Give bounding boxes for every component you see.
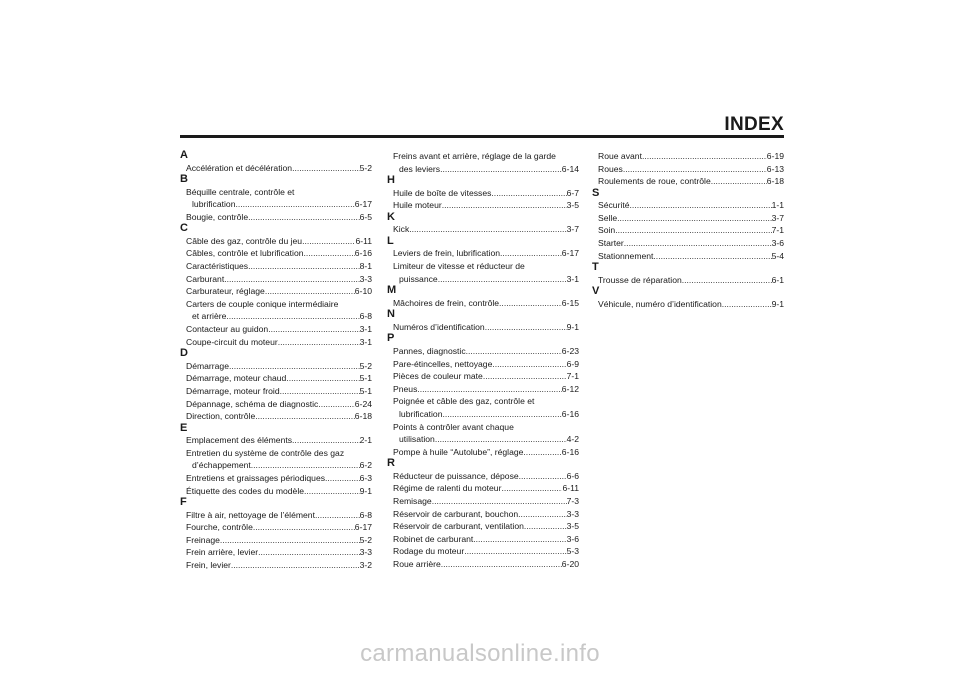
index-entry-text: d’échappement	[192, 460, 251, 471]
index-entry[interactable]	[180, 360, 372, 373]
index-entry-page: 6-9	[566, 358, 579, 369]
index-entry-page: 3-1	[359, 336, 372, 347]
index-entry[interactable]	[180, 186, 372, 211]
index-entry[interactable]	[387, 370, 579, 383]
index-entry[interactable]	[180, 162, 372, 175]
index-entry-page: 7-1	[566, 371, 579, 382]
index-letter-h: H	[387, 174, 395, 187]
index-entry-page: 3-6	[771, 238, 784, 249]
dot-leader	[440, 163, 562, 176]
index-entry[interactable]	[387, 520, 579, 533]
index-entry[interactable]	[180, 546, 372, 559]
index-entry[interactable]	[592, 237, 784, 250]
index-entry-text: lubrification	[399, 408, 443, 419]
dot-leader	[255, 410, 355, 423]
index-letter-p: P	[387, 332, 395, 345]
dot-leader	[235, 198, 354, 211]
index-entry-text: Bougie, contrôle	[186, 211, 249, 222]
dot-leader	[624, 237, 772, 250]
dot-leader	[304, 485, 360, 498]
index-entry-text: Contacteur au guidon	[186, 324, 269, 335]
index-entry-page: 6-20	[561, 558, 579, 569]
index-entry-text: Frein arrière, levier	[186, 547, 259, 558]
index-entry-text: Direction, contrôle	[186, 411, 256, 422]
index-letter-d: D	[180, 347, 188, 360]
index-entry-text: Remisage	[393, 495, 432, 506]
index-entry-lead: Points à contrôler avant chaque	[393, 421, 514, 432]
index-entry-text: Huile de boîte de vitesses	[393, 187, 492, 198]
dot-leader	[711, 175, 767, 188]
index-entry-page: 5-4	[771, 250, 784, 261]
index-entry-lead: Béquille centrale, contrôle et	[186, 186, 295, 197]
dot-leader	[483, 370, 567, 383]
dot-leader	[524, 520, 567, 533]
dot-leader	[248, 211, 359, 224]
index-entry[interactable]	[592, 163, 784, 176]
index-entry-text: Roue avant	[598, 151, 642, 161]
dot-leader	[292, 162, 360, 175]
index-entry-page: 3-3	[566, 508, 579, 519]
index-entry[interactable]	[387, 260, 579, 285]
index-entry-page: 5-1	[359, 385, 372, 396]
dot-leader	[229, 360, 360, 373]
dot-leader	[248, 260, 359, 273]
index-letter-s: S	[592, 186, 600, 199]
index-entry-text: utilisation	[399, 434, 435, 445]
index-entry-page: 5-3	[566, 546, 579, 557]
index-entry[interactable]	[592, 212, 784, 225]
index-column-2	[387, 150, 579, 571]
index-entry-text: Rodage du moteur	[393, 546, 465, 557]
index-entry[interactable]	[592, 175, 784, 188]
dot-leader	[315, 509, 360, 522]
page-title: INDEX	[724, 114, 784, 135]
index-entry[interactable]	[592, 298, 784, 311]
index-entry-page: 6-10	[354, 286, 372, 297]
index-entry-text: Pannes, diagnostic	[393, 345, 466, 356]
index-entry-text: Réservoir de carburant, bouchon	[393, 508, 519, 519]
dot-leader	[417, 383, 561, 396]
index-entry[interactable]	[387, 345, 579, 358]
index-entry-page: 6-8	[359, 509, 372, 520]
index-letter-e: E	[180, 421, 188, 434]
index-letter-c: C	[180, 222, 188, 235]
index-entry[interactable]	[180, 398, 372, 411]
index-entry[interactable]	[180, 336, 372, 349]
index-entry-text: Régime de ralenti du moteur	[393, 483, 502, 494]
dot-leader	[318, 398, 354, 411]
index-entry[interactable]	[387, 223, 579, 236]
index-entry[interactable]	[180, 273, 372, 286]
index-entry-page: 6-23	[561, 345, 579, 356]
dot-leader	[286, 372, 359, 385]
index-letter-f: F	[180, 496, 187, 509]
index-entry-page: 3-3	[359, 273, 372, 284]
index-entry-text: Pneus	[393, 383, 418, 394]
index-entry-page: 6-18	[766, 176, 784, 187]
index-entry[interactable]	[180, 472, 372, 485]
index-entry-text: Câble des gaz, contrôle du jeu	[186, 235, 303, 246]
index-entry-text: Numéros d’identification	[393, 321, 485, 332]
index-entry[interactable]	[387, 495, 579, 508]
index-entry-text: puissance	[399, 273, 438, 284]
dot-leader	[492, 358, 566, 371]
index-entry-page: 2-1	[359, 435, 372, 446]
index-entry-text: Trousse de réparation	[598, 274, 682, 285]
index-entry[interactable]	[387, 533, 579, 546]
index-entry[interactable]	[180, 211, 372, 224]
index-entry-page: 6-19	[766, 151, 784, 161]
index-entry[interactable]	[180, 247, 372, 260]
dot-leader	[464, 545, 566, 558]
index-entry-page: 6-3	[359, 472, 372, 483]
index-entry-text: Pare-étincelles, nettoyage	[393, 358, 493, 369]
index-entry[interactable]	[387, 150, 579, 175]
dot-leader	[485, 321, 567, 334]
index-entry-text: Pompe à huile “Autolube”, réglage	[393, 446, 524, 457]
index-entry[interactable]	[180, 521, 372, 534]
dot-leader	[226, 310, 359, 323]
dot-leader	[258, 546, 359, 559]
dot-leader	[491, 187, 566, 200]
index-entry-page: 6-12	[561, 383, 579, 394]
index-entry-page: 3-7	[771, 212, 784, 223]
index-letter-k: K	[387, 210, 395, 223]
index-entry-text: Leviers de frein, lubrification	[393, 248, 500, 259]
index-entry[interactable]	[592, 150, 784, 163]
index-entry[interactable]	[180, 298, 372, 323]
index-entry-page: 6-17	[561, 248, 579, 259]
index-entry-text: Fourche, contrôle	[186, 522, 253, 533]
index-letter-n: N	[387, 308, 395, 321]
dot-leader	[302, 235, 355, 248]
index-entry-page: 3-7	[566, 224, 579, 235]
index-letter-r: R	[387, 457, 395, 470]
dot-leader	[409, 223, 566, 236]
index-entry-text: lubrification	[192, 199, 236, 210]
index-entry-text: Roulements de roue, contrôle	[598, 176, 711, 187]
index-entry-lead: Freins avant et arrière, réglage de la garde	[393, 151, 556, 161]
index-entry-page: 5-2	[359, 162, 372, 173]
index-entry-text: Soin	[598, 225, 616, 236]
index-entry[interactable]	[180, 485, 372, 498]
index-entry-text: Câbles, contrôle et lubrification	[186, 248, 304, 259]
dot-leader	[722, 298, 772, 311]
index-entry[interactable]	[180, 509, 372, 522]
index-entry[interactable]	[592, 250, 784, 263]
index-entry-text: Roue arrière	[393, 558, 441, 569]
title-rule	[180, 135, 784, 138]
index-entry-page: 6-14	[561, 163, 579, 174]
index-entry-page: 6-1	[771, 274, 784, 285]
index-entry-text: Selle	[598, 212, 618, 223]
index-entry-text: Réducteur de puissance, dépose	[393, 470, 519, 481]
index-entry[interactable]	[180, 434, 372, 447]
index-entry[interactable]	[387, 558, 579, 571]
index-entry-lead: Entretien du système de contrôle des gaz	[186, 447, 345, 458]
index-entry-page: 5-1	[359, 373, 372, 384]
index-entry[interactable]	[387, 470, 579, 483]
dot-leader	[519, 470, 567, 483]
index-entry[interactable]	[387, 199, 579, 212]
index-entry-text: Starter	[598, 238, 624, 249]
index-entry-page: 6-8	[359, 311, 372, 322]
index-entry-page: 3-3	[359, 547, 372, 558]
index-entry-page: 3-5	[566, 521, 579, 532]
dot-leader	[473, 533, 566, 546]
index-entry-text: Carburant	[186, 273, 225, 284]
index-letter-v: V	[592, 285, 600, 298]
dot-leader	[304, 247, 355, 260]
index-entry[interactable]	[180, 410, 372, 423]
index-entry-lead: Limiteur de vitesse et réducteur de	[393, 261, 525, 272]
index-entry[interactable]	[387, 187, 579, 200]
dot-leader	[231, 559, 360, 572]
index-entry[interactable]	[180, 372, 372, 385]
index-entry-text: Coupe-circuit du moteur	[186, 336, 278, 347]
index-entry-text: Filtre à air, nettoyage de l’élément	[186, 509, 315, 520]
index-entry-text: Démarrage, moteur chaud	[186, 373, 287, 384]
dot-leader	[501, 482, 562, 495]
index-column-3	[592, 150, 784, 310]
index-entry-text: et arrière	[192, 311, 227, 322]
dot-leader	[220, 534, 360, 547]
index-entry-text: Accélération et décélération	[186, 162, 293, 173]
index-entry-text: Robinet de carburant	[393, 533, 474, 544]
index-entry[interactable]	[592, 199, 784, 212]
index-entry[interactable]	[592, 274, 784, 287]
index-entry[interactable]	[387, 446, 579, 459]
index-entry-page: 6-2	[359, 460, 372, 471]
index-entry-page: 6-16	[561, 408, 579, 419]
dot-leader	[499, 297, 562, 310]
index-entry[interactable]	[592, 224, 784, 237]
dot-leader	[642, 150, 767, 163]
dot-leader	[253, 521, 355, 534]
index-entry[interactable]	[180, 260, 372, 273]
dot-leader	[500, 247, 562, 260]
index-entry-page: 3-1	[359, 324, 372, 335]
dot-leader	[615, 224, 771, 237]
dot-leader	[265, 285, 355, 298]
index-entry-text: Caractéristiques	[186, 261, 249, 272]
dot-leader	[432, 495, 567, 508]
index-entry-page: 4-2	[566, 434, 579, 445]
dot-leader	[630, 199, 772, 212]
index-entry[interactable]	[180, 385, 372, 398]
index-entry-page: 6-16	[354, 248, 372, 259]
dot-leader	[435, 433, 567, 446]
index-entry-text: Freinage	[186, 534, 220, 545]
index-entry-page: 7-1	[771, 225, 784, 236]
dot-leader	[523, 446, 561, 459]
dot-leader	[442, 408, 561, 421]
index-entry[interactable]	[387, 545, 579, 558]
index-entry-page: 6-18	[354, 411, 372, 422]
index-entry-page: 9-1	[359, 485, 372, 496]
index-entry-text: Véhicule, numéro d’identification	[598, 298, 722, 309]
index-entry-page: 9-1	[566, 321, 579, 332]
index-entry[interactable]	[180, 447, 372, 472]
dot-leader	[442, 199, 567, 212]
index-entry-text: Démarrage, moteur froid	[186, 385, 280, 396]
index-entry[interactable]	[387, 358, 579, 371]
dot-leader	[292, 434, 360, 447]
dot-leader	[251, 459, 360, 472]
dot-leader	[325, 472, 360, 485]
index-entry-page: 6-16	[561, 446, 579, 457]
index-entry[interactable]	[387, 383, 579, 396]
index-entry-page: 3-6	[566, 533, 579, 544]
index-entry-text: Réservoir de carburant, ventilation	[393, 521, 524, 532]
index-entry-page: 6-17	[354, 199, 372, 210]
index-entry-page: 6-13	[766, 163, 784, 174]
index-entry-page: 6-6	[566, 470, 579, 481]
index-entry-text: Stationnement	[598, 250, 654, 261]
index-entry[interactable]	[387, 321, 579, 334]
index-entry-page: 7-3	[566, 495, 579, 506]
index-entry[interactable]	[180, 559, 372, 572]
index-entry-page: 3-2	[359, 560, 372, 571]
dot-leader	[466, 345, 562, 358]
dot-leader	[224, 273, 359, 286]
index-entry-page: 5-2	[359, 534, 372, 545]
index-entry-page: 6-11	[355, 235, 372, 246]
index-entry-text: des leviers	[399, 163, 441, 174]
index-entry-text: Kick	[393, 224, 410, 235]
index-entry-text: Emplacement des éléments	[186, 435, 293, 446]
dot-leader	[653, 250, 771, 263]
index-entry-page: 3-1	[566, 273, 579, 284]
index-entry-text: Mâchoires de frein, contrôle	[393, 297, 500, 308]
dot-leader	[623, 163, 767, 176]
index-entry-page: 6-11	[562, 483, 579, 494]
dot-leader	[617, 212, 771, 225]
index-entry-text: Étiquette des codes du modèle	[186, 485, 305, 496]
index-entry[interactable]	[387, 421, 579, 446]
index-entry-page: 6-5	[359, 211, 372, 222]
index-entry-page: 6-17	[354, 522, 372, 533]
index-entry-text: Pièces de couleur mate	[393, 371, 483, 382]
index-entry-lead: Poignée et câble des gaz, contrôle et	[393, 396, 535, 407]
index-entry-page: 1-1	[771, 200, 784, 211]
index-letter-a: A	[180, 149, 188, 161]
index-entry-text: Dépannage, schéma de diagnostic	[186, 398, 319, 409]
index-entry-lead: Carters de couple conique intermédiaire	[186, 298, 339, 309]
index-entry-text: Entretiens et graissages périodiques	[186, 472, 326, 483]
index-entry-text: Huile moteur	[393, 200, 442, 211]
index-entry-page: 9-1	[771, 298, 784, 309]
index-letter-b: B	[180, 173, 188, 186]
dot-leader	[518, 508, 566, 521]
index-entry-page: 6-24	[354, 398, 372, 409]
index-entry[interactable]	[387, 247, 579, 260]
index-entry[interactable]	[387, 508, 579, 521]
dot-leader	[682, 274, 772, 287]
index-entry-page: 6-15	[561, 297, 579, 308]
index-entry-text: Frein, levier	[186, 560, 231, 571]
index-entry-text: Carburateur, réglage	[186, 286, 265, 297]
index-letter-t: T	[592, 261, 599, 274]
index-entry-page: 6-7	[566, 187, 579, 198]
watermark[interactable]: carmanualsonline.info	[360, 640, 600, 667]
index-entry-page: 3-5	[566, 200, 579, 211]
index-entry[interactable]	[387, 482, 579, 495]
index-entry[interactable]	[180, 285, 372, 298]
index-entry[interactable]	[180, 235, 372, 248]
index-entry[interactable]	[180, 534, 372, 547]
index-entry-text: Sécurité	[598, 200, 630, 211]
index-letter-m: M	[387, 284, 397, 297]
index-entry-page: 5-2	[359, 360, 372, 371]
index-entry-page: 8-1	[359, 261, 372, 272]
index-entry-text: Démarrage	[186, 360, 229, 371]
index-entry[interactable]	[387, 395, 579, 420]
dot-leader	[278, 336, 360, 349]
index-entry[interactable]	[387, 297, 579, 310]
index-entry-text: Roues	[598, 163, 623, 174]
dot-leader	[441, 558, 562, 571]
dot-leader	[268, 323, 359, 336]
index-entry[interactable]	[180, 323, 372, 336]
dot-leader	[280, 385, 360, 398]
index-letter-l: L	[387, 234, 394, 247]
index-column-1	[180, 150, 372, 572]
dot-leader	[438, 273, 567, 286]
